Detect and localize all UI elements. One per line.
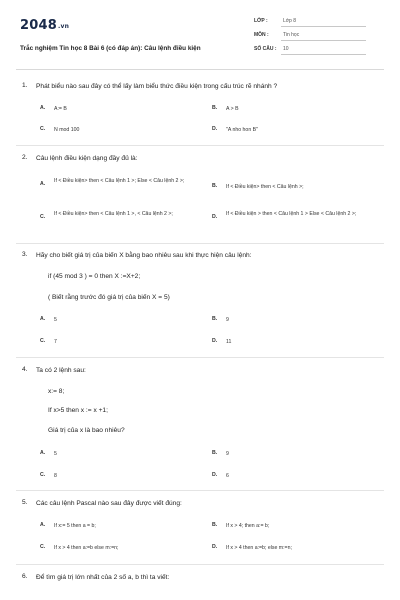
option-letter: B.: [212, 183, 218, 189]
option-letter: D.: [212, 126, 218, 132]
question-text: Các câu lệnh Pascal nào sau đây được viết đúng:: [36, 500, 182, 507]
option-letter: D.: [212, 214, 218, 220]
option-text: If x:= 5 then a = b;: [54, 523, 96, 529]
document-header: [18, 12, 384, 74]
question-code-line: x:= 8;: [48, 388, 65, 395]
option-text: 9: [226, 317, 229, 323]
question-divider: [16, 490, 384, 491]
option-text: 6: [226, 473, 229, 479]
option-text: 8: [54, 473, 57, 479]
option-letter: A.: [40, 105, 46, 111]
question-divider: [16, 243, 384, 244]
question-divider: [16, 564, 384, 565]
option-letter: C.: [40, 126, 46, 132]
question-number: 4.: [22, 366, 28, 373]
option-text: "A nho hon B": [226, 127, 258, 133]
option-text: 11: [226, 339, 232, 345]
option-letter: B.: [212, 522, 218, 528]
meta-value: 10: [283, 46, 289, 52]
option-letter: A.: [40, 522, 46, 528]
question-code-line: if (45 mod 3 ) = 0 then X :=X+2;: [48, 273, 141, 280]
meta-underline: [281, 40, 366, 41]
page-title: Trắc nghiệm Tin học 8 Bài 6 (có đáp án): Câu lệnh điều kiện: [20, 45, 201, 52]
option-letter: B.: [212, 316, 218, 322]
option-letter: D.: [212, 544, 218, 550]
option-text: If < Điều kiện> then < Câu lệnh 1 >, < Câu lệnh 2 >;: [54, 211, 173, 217]
question-text: Để tìm giá trị lớn nhất của 2 số a, b thì ta viết:: [36, 574, 170, 581]
meta-value: Tin học: [283, 32, 300, 38]
option-text: If x > 4 then a:=b; else m:=n;: [226, 545, 292, 551]
question-text: Câu lệnh điều kiện dạng đầy đủ là:: [36, 155, 138, 162]
option-text: If < Điều kiện> then < Câu lệnh >;: [226, 184, 304, 190]
option-text: A > B: [226, 106, 239, 112]
meta-class: [254, 17, 366, 27]
meta-key: MÔN :: [254, 32, 269, 38]
question-divider: [16, 357, 384, 358]
option-text: If x > 4; then a:= b;: [226, 523, 270, 529]
option-letter: A.: [40, 181, 46, 187]
option-letter: B.: [212, 450, 218, 456]
logo-text: 2048: [20, 18, 57, 33]
option-text: 9: [226, 451, 229, 457]
question-number: 3.: [22, 251, 28, 258]
option-letter: D.: [212, 472, 218, 478]
question-number: 2.: [22, 154, 28, 161]
meta-value: Lớp 8: [283, 18, 297, 24]
option-letter: D.: [212, 338, 218, 344]
header-divider: [16, 69, 384, 70]
option-text: A:= B: [54, 106, 67, 112]
option-letter: B.: [212, 105, 218, 111]
option-letter: C.: [40, 214, 46, 220]
option-text: If x > 4 then a:=b else m:=n;: [54, 545, 119, 551]
question-note: ( Biết rằng trước đó giá trị của biến X = 5): [48, 294, 170, 301]
meta-underline: [281, 54, 366, 55]
question-text: Hãy cho biết giá trị của biến X bằng bao nhiêu sau khi thực hiện câu lệnh:: [36, 252, 252, 259]
meta-key: LỚP :: [254, 18, 268, 24]
meta-key: SỐ CÂU :: [254, 46, 277, 52]
option-letter: C.: [40, 544, 46, 550]
question-code-line: If x>5 then x := x +1;: [48, 407, 108, 414]
option-text: If < Điều kiện > then < Câu lệnh 1 > Else < Câu lệnh 2 >;: [226, 211, 357, 217]
meta-underline: [281, 26, 366, 27]
question-number: 6.: [22, 573, 28, 580]
meta-question-count: [254, 45, 366, 55]
question-number: 5.: [22, 499, 28, 506]
logo-suffix: .vn: [57, 23, 70, 30]
question-text: Phát biểu nào sau đây có thể lấy làm biểu thức điều kiện trong cấu trúc rẽ nhánh ?: [36, 83, 278, 90]
option-text: 7: [54, 339, 57, 345]
question-prompt: Giá trị của x là bao nhiêu?: [48, 427, 125, 434]
option-letter: C.: [40, 472, 46, 478]
option-letter: A.: [40, 316, 46, 322]
option-text: N mod 100: [54, 127, 80, 133]
question-divider: [16, 145, 384, 146]
option-text: 5: [54, 317, 57, 323]
site-logo[interactable]: [20, 18, 69, 33]
option-text: If < Điều kiện> then < Câu lệnh 1 >; Else < Câu lệnh 2 >;: [54, 178, 185, 184]
question-number: 1.: [22, 82, 28, 89]
meta-subject: [254, 31, 366, 41]
option-letter: C.: [40, 338, 46, 344]
option-text: 5: [54, 451, 57, 457]
question-text: Ta có 2 lệnh sau:: [36, 367, 86, 374]
option-letter: A.: [40, 450, 46, 456]
